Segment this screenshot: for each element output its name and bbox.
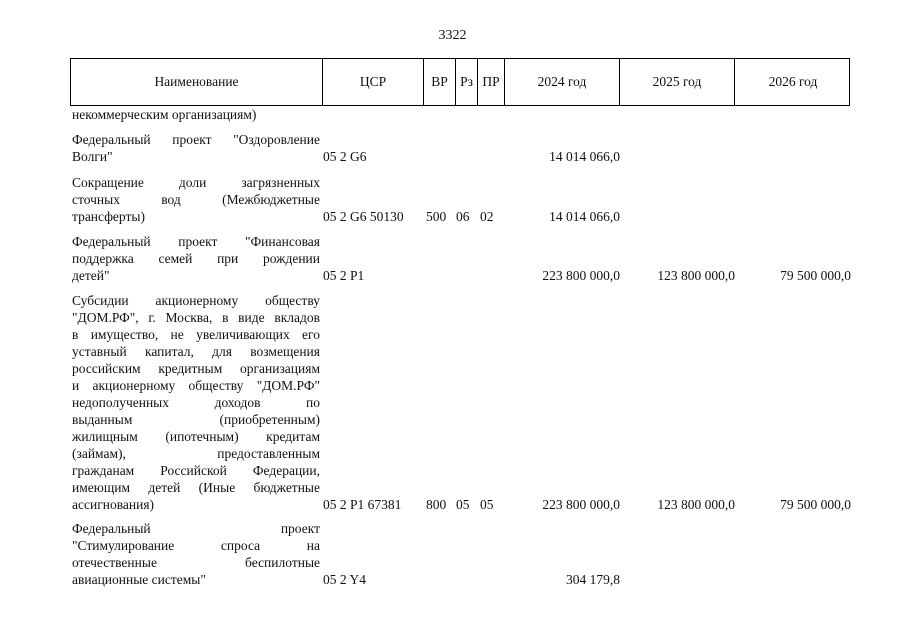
- row-2024: 223 800 000,0: [542, 268, 620, 283]
- row-name-line: сточных вод (Межбюджетные: [72, 192, 320, 207]
- row-vr: 500: [426, 209, 447, 224]
- row-name-line: ассигнования): [72, 497, 155, 512]
- row-name-line: "Стимулирование спроса на: [72, 538, 320, 553]
- row-name-line: гражданам Российской Федерации,: [72, 463, 320, 478]
- row-name-line: "ДОМ.РФ", г. Москва, в виде вкладов: [72, 310, 320, 325]
- row-csr: 05 2 G6 50130: [323, 209, 404, 224]
- row-name-line: имеющим детей (Иные бюджетные: [72, 480, 320, 495]
- row-name-line: Федеральный проект "Оздоровление: [72, 132, 320, 147]
- row-name-line: выданным (приобретенным): [72, 412, 320, 427]
- row-pr: 02: [480, 209, 494, 224]
- row-name-line: Федеральный проект: [72, 521, 320, 536]
- row-name-line: Федеральный проект "Финансовая: [72, 234, 320, 249]
- row-name-line: поддержка семей при рождении: [72, 251, 320, 266]
- table-header: [70, 58, 850, 106]
- row-name-line: Субсидии акционерному обществу: [72, 293, 320, 308]
- row-rz: 05: [456, 497, 470, 512]
- row-name-line: и акционерному обществу "ДОМ.РФ": [72, 378, 320, 393]
- header-rz: Рз: [455, 59, 477, 105]
- row-csr: 05 2 Y4: [323, 572, 366, 587]
- row-pr: 05: [480, 497, 494, 512]
- row-name-line: трансферты): [72, 209, 145, 224]
- row-name: [72, 233, 320, 284]
- header-2024: 2024 год: [504, 59, 619, 105]
- header-pr: ПР: [477, 59, 504, 105]
- row-2026: 79 500 000,0: [780, 268, 851, 283]
- row-name-line: детей": [72, 268, 110, 283]
- row-name-line: авиационные системы": [72, 572, 206, 587]
- row-name-line: Волги": [72, 149, 113, 164]
- row-csr: 05 2 P1: [323, 268, 365, 283]
- row-2025: 123 800 000,0: [657, 497, 735, 512]
- header-csr: ЦСР: [322, 59, 423, 105]
- row-name-line: российским кредитным организациям: [72, 361, 320, 376]
- row-2024: 14 014 066,0: [549, 209, 620, 224]
- row-csr: 05 2 G6: [323, 149, 367, 164]
- row-2025: 123 800 000,0: [657, 268, 735, 283]
- row-name-line: отечественные беспилотные: [72, 555, 320, 570]
- row-name: [72, 292, 320, 513]
- row-name-line: (займам), предоставленным: [72, 446, 320, 461]
- row-rz: 06: [456, 209, 470, 224]
- row-name-line: уставный капитал, для возмещения: [72, 344, 320, 359]
- row-csr: 05 2 P1 67381: [323, 497, 402, 512]
- row-vr: 800: [426, 497, 447, 512]
- header-2025: 2025 год: [619, 59, 734, 105]
- page-number: 3322: [438, 28, 467, 43]
- row-2024: 223 800 000,0: [542, 497, 620, 512]
- row-name: [72, 106, 320, 123]
- row-name: [72, 520, 320, 588]
- row-name-line: Сокращение доли загрязненных: [72, 175, 320, 190]
- row-name-line: недополученных доходов по: [72, 395, 320, 410]
- header-name: Наименование: [154, 74, 239, 89]
- row-name-line: жилищным (ипотечным) кредитам: [72, 429, 320, 444]
- row-name-line: в имущество, не увеличивающих его: [72, 327, 320, 342]
- row-2024: 304 179,8: [566, 572, 620, 587]
- row-name: [72, 174, 320, 225]
- row-name-line: некоммерческим организациям): [72, 107, 257, 122]
- header-2026: 2026 год: [734, 59, 851, 105]
- row-2024: 14 014 066,0: [549, 149, 620, 164]
- row-name: [72, 131, 320, 165]
- row-2026: 79 500 000,0: [780, 497, 851, 512]
- header-vr: ВР: [423, 59, 455, 105]
